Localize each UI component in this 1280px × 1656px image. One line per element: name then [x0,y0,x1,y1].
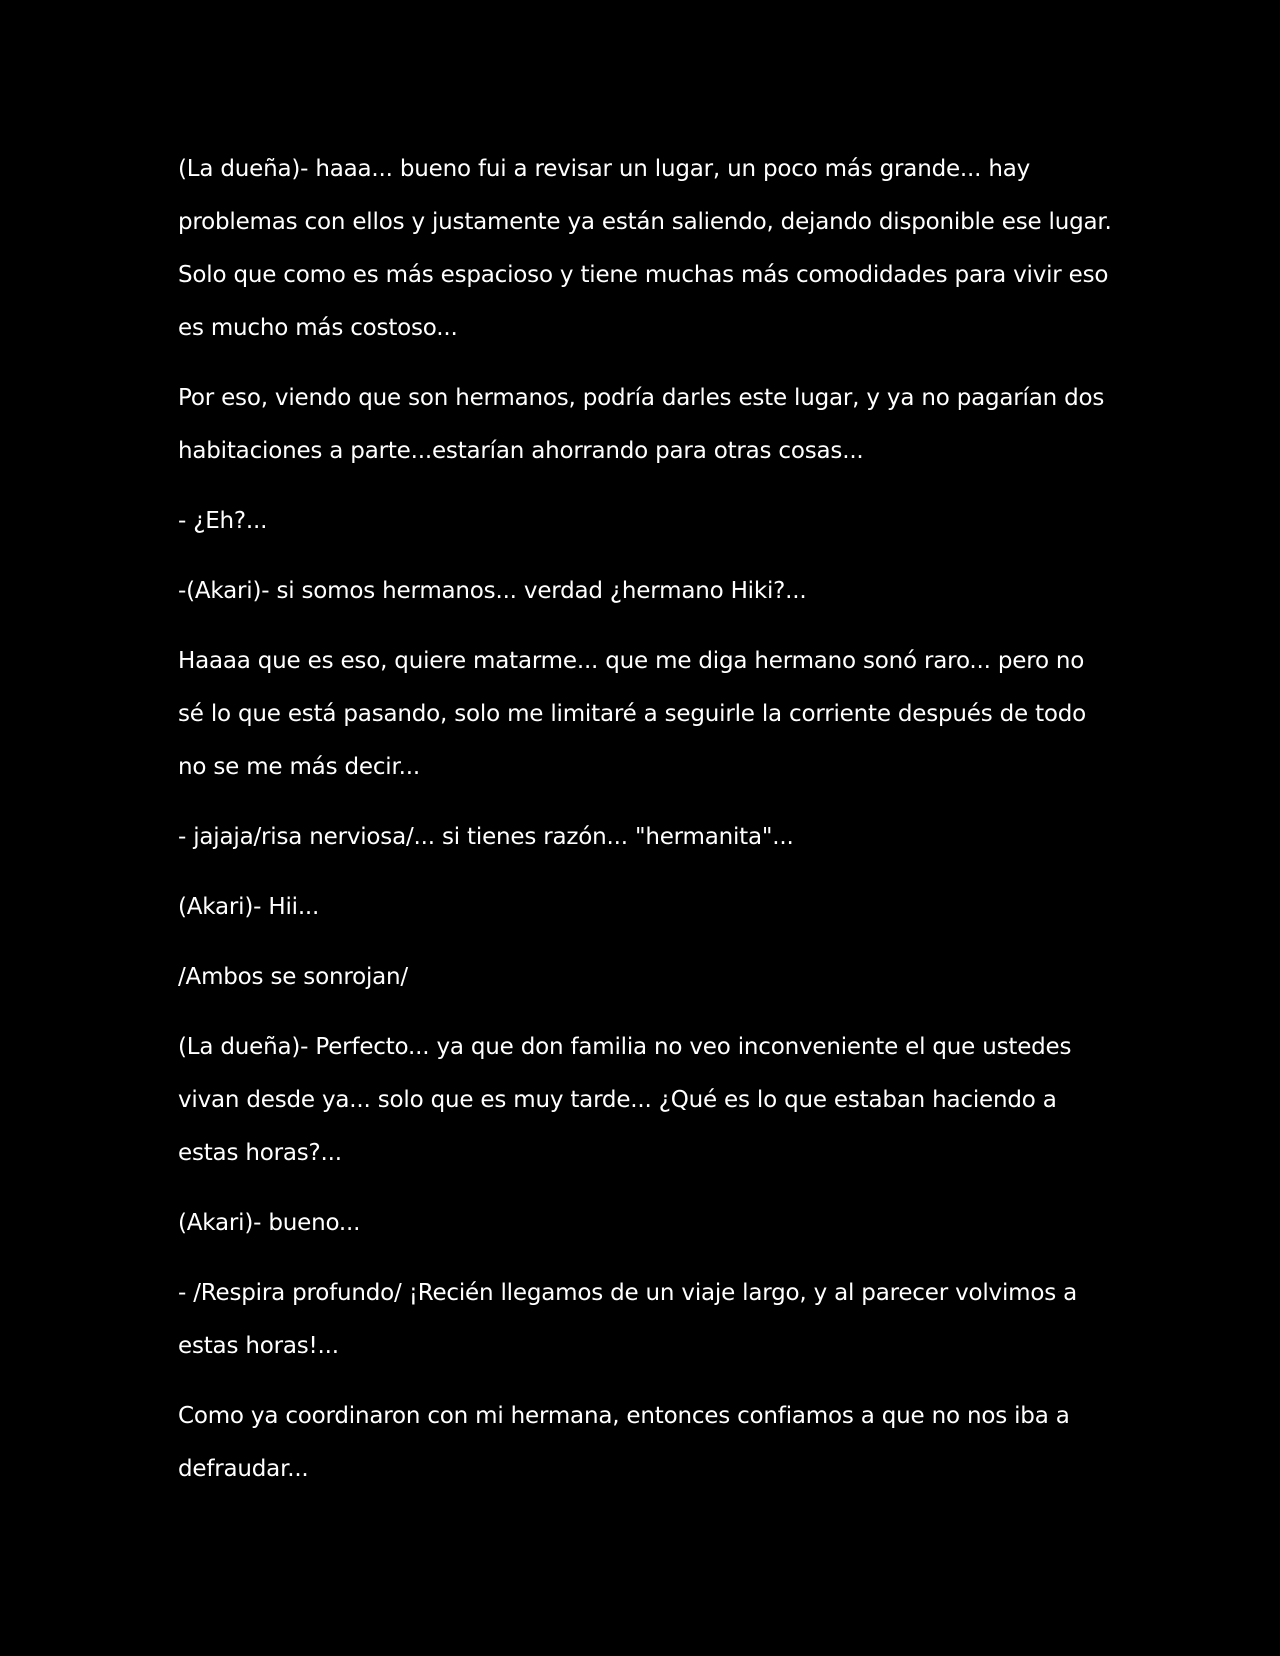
paragraph: - ¿Eh?... [178,508,268,534]
paragraph: Por eso, viendo que son hermanos, podría darles este lugar, y ya no pagarían dos habitaciones a parte...estarían ahorrando para otras cosas... [178,385,1105,464]
paragraph: - /Respira profundo/ ¡Recién llegamos de un viaje largo, y al parecer volvimos a estas horas!... [178,1280,1078,1359]
paragraph: - jajaja/risa nerviosa/... si tienes razón... "hermanita"... [178,824,794,850]
paragraph: -(Akari)- si somos hermanos... verdad ¿hermano Hiki?... [178,578,807,604]
paragraph: Haaaa que es eso, quiere matarme... que me diga hermano sonó raro... pero no sé lo que está pasando, solo me limitaré a seguirle la corriente después de todo no se me más decir... [178,648,1087,780]
document-body [178,143,1113,1513]
paragraph: (Akari)- bueno... [178,1210,361,1236]
paragraph: (La dueña)- haaa... bueno fui a revisar un lugar, un poco más grande... hay problemas con ellos y justamente ya están saliendo, dejando disponible ese lugar. Solo que como es más espacioso y tiene muchas más comodidades para vivir eso es mucho más costoso... [178,156,1112,341]
paragraph: (Akari)- Hii... [178,894,320,920]
paragraph: (La dueña)- Perfecto... ya que don familia no veo inconveniente el que ustedes vivan desde ya... solo que es muy tarde... ¿Qué es lo que estaban haciendo a estas horas?... [178,1034,1072,1166]
paragraph: Como ya coordinaron con mi hermana, entonces confiamos a que no nos iba a defraudar... [178,1403,1070,1482]
paragraph: /Ambos se sonrojan/ [178,964,408,990]
